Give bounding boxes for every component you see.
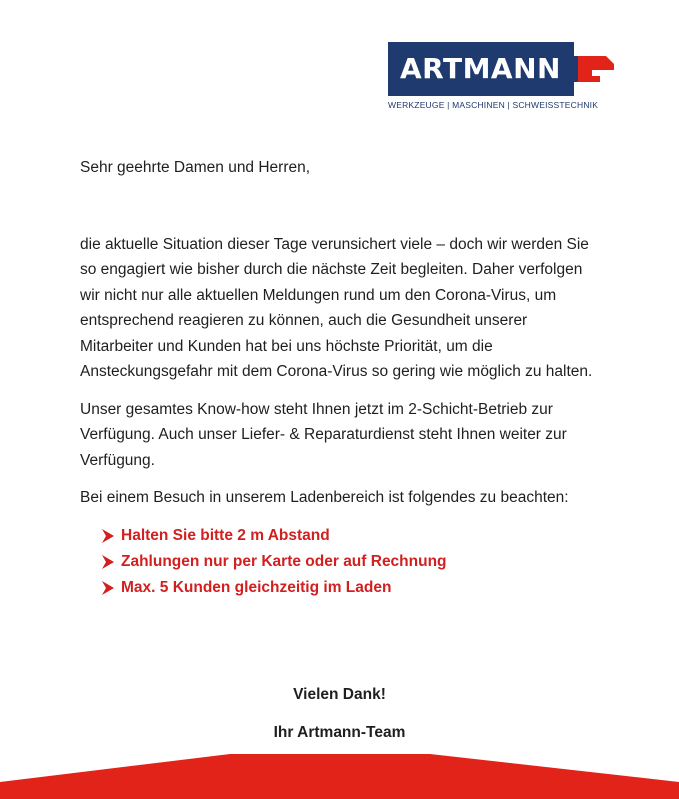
rule-distance: Halten Sie bitte 2 m Abstand xyxy=(121,526,330,544)
list-item xyxy=(102,575,600,601)
rule-customers: Max. 5 Kunden gleichzeitig im Laden xyxy=(121,578,392,596)
anvil-icon xyxy=(574,42,614,96)
arrow-bullet-icon xyxy=(102,529,114,543)
arrow-bullet-icon xyxy=(102,581,114,595)
paragraph-know-how: Unser gesamtes Know-how steht Ihnen jetzt im 2-Schicht-Betrieb zur Verfügung. Auch unser Liefer- & Reparaturdienst steht Ihnen weiter zur Verfügung. xyxy=(80,400,567,469)
paragraph-situation: die aktuelle Situation dieser Tage verunsichert viele – doch wir werden Sie so engagiert wie bisher durch die nächste Zeit begleiten. Daher verfolgen wir nicht nur alle aktuellen Meldungen rund um den Corona-Virus, um entsprechend reagieren zu können, auch die Gesundheit unserer Mitarbeiter und Kunden hat bei uns höchste Priorität, um die Ansteckungsgefahr mit dem Corona-Virus so gering wie möglich zu halten. xyxy=(80,235,593,380)
thanks-line: Vielen Dank! xyxy=(293,686,386,703)
artmann-logo xyxy=(388,42,614,110)
salutation: Sehr geehrte Damen und Herren, xyxy=(80,159,311,176)
rules-list xyxy=(80,523,600,601)
footer-red-band xyxy=(0,748,679,799)
rule-payment: Zahlungen nur per Karte oder auf Rechnung xyxy=(121,552,447,570)
logo-tagline: WERKZEUGE | MASCHINEN | SCHWEISSTECHNIK xyxy=(388,100,599,110)
logo-brand-name: ARTMANN xyxy=(400,52,561,85)
list-item xyxy=(102,523,600,549)
logo-badge xyxy=(388,42,614,96)
letter-body xyxy=(80,155,600,601)
signature-line: Ihr Artmann-Team xyxy=(273,724,406,741)
list-item xyxy=(102,549,600,575)
paragraph-visit: Bei einem Besuch in unserem Ladenbereich ist folgendes zu beachten: xyxy=(80,489,569,506)
arrow-bullet-icon xyxy=(102,555,114,569)
